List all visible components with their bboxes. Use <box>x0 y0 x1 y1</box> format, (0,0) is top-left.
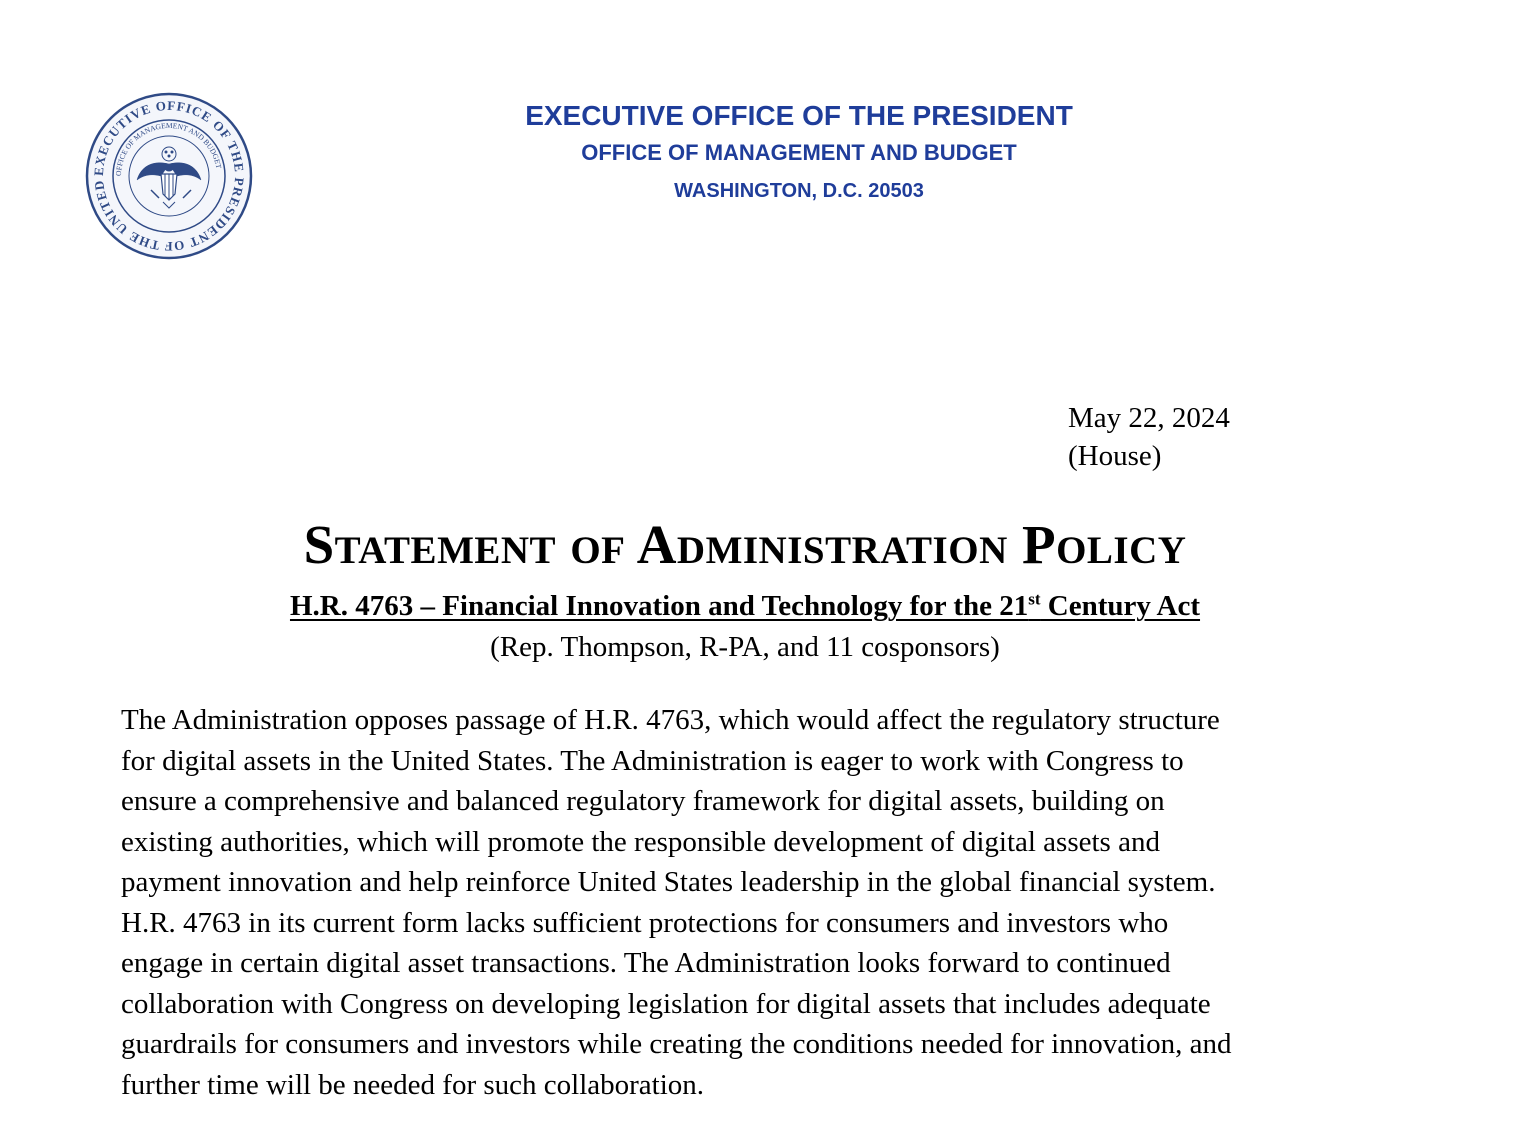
body-line: collaboration with Congress on developing legislation for digital assets that includes adequate <box>121 987 1211 1020</box>
body-line: engage in certain digital asset transactions. The Administration looks forward to continued <box>121 947 1171 979</box>
body-line: ensure a comprehensive and balanced regulatory framework for digital assets, building on <box>121 785 1165 817</box>
bill-heading <box>0 586 1490 626</box>
statement-body <box>121 700 1232 1105</box>
bill-title <box>290 590 1200 622</box>
body-line: existing authorities, which will promote the responsible development of digital assets and <box>121 825 1160 858</box>
document-date: May 22, 2024 <box>1068 402 1230 434</box>
body-line: further time will be needed for such collaboration. <box>121 1068 705 1101</box>
body-line: guardrails for consumers and investors while creating the conditions needed for innovation, and <box>121 1028 1232 1060</box>
body-line: for digital assets in the United States. The Administration is eager to work with Congress to <box>121 744 1184 777</box>
letterhead-line-2: OFFICE OF MANAGEMENT AND BUDGET <box>581 140 1017 165</box>
letterhead-address: WASHINGTON, D.C. 20503 <box>674 180 924 202</box>
svg-text:EXECUTIVE OFFICE OF THE PRESID: EXECUTIVE OFFICE OF THE PRESIDENT OF THE UNITED <box>90 97 248 255</box>
chamber-label: (House) <box>1068 440 1162 472</box>
body-line: payment innovation and help reinforce United States leadership in the global financial system. <box>121 866 1216 898</box>
date-block <box>1068 399 1230 475</box>
bill-title-suffix: Century Act <box>1040 590 1201 622</box>
bill-title-superscript: st <box>1028 589 1041 609</box>
document-title: Statement of Administration Policy <box>303 514 1187 575</box>
bill-title-prefix: H.R. 4763 – Financial Innovation and Technology for the 21 <box>289 590 1029 622</box>
letterhead-line-1: EXECUTIVE OFFICE OF THE PRESIDENT <box>525 100 1073 131</box>
svg-text:OFFICE OF MANAGEMENT AND BUDGE: OFFICE OF MANAGEMENT AND BUDGET <box>113 120 224 177</box>
bill-sponsors: (Rep. Thompson, R-PA, and 11 cosponsors) <box>490 631 1000 663</box>
body-line: H.R. 4763 in its current form lacks sufficient protections for consumers and investors who <box>121 906 1169 939</box>
body-line: The Administration opposes passage of H.R. 4763, which would affect the regulatory structure <box>121 704 1220 736</box>
